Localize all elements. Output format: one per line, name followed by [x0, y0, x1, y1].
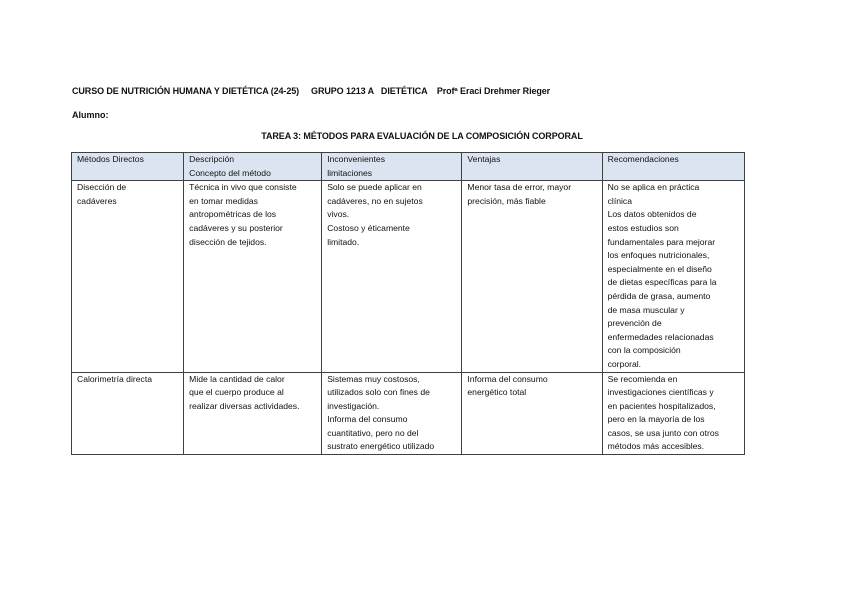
table-cell — [322, 372, 462, 455]
cell-line: Se recomienda en — [607, 373, 678, 384]
cell-line: fundamentales para mejorar — [607, 236, 716, 247]
header-cell-drawbacks — [322, 153, 462, 181]
cell-line: Los datos obtenidos de — [607, 209, 697, 220]
table-cell — [322, 181, 462, 372]
cell-line: Técnica in vivo que consiste — [189, 182, 297, 193]
course-title: CURSO DE NUTRICIÓN HUMANA Y DIETÉTICA (24-25) — [72, 86, 300, 96]
group-label: GRUPO 1213 A — [311, 86, 374, 96]
header-cell-recommendations — [602, 153, 744, 181]
cell-line: Solo se puede aplicar en — [327, 182, 422, 193]
cell-line: limitado. — [327, 236, 360, 247]
cell-line: casos, se usa junto con otros — [607, 427, 719, 438]
cell-line: utilizados solo con fines de — [327, 387, 430, 398]
cell-line: Costoso y éticamente — [327, 222, 410, 233]
cell-line: pero en la mayoría de los — [607, 414, 705, 425]
header-text: Descripción — [189, 154, 235, 164]
cell-line: con la composición — [607, 345, 681, 356]
header-text: Ventajas — [467, 154, 501, 164]
header-cell-advantages — [462, 153, 602, 181]
table-cell — [72, 372, 184, 455]
table-cell — [184, 372, 322, 455]
cell-line: cadáveres y su posterior — [189, 222, 283, 233]
cell-line: enfermedades relacionadas — [607, 331, 714, 342]
cell-line: No se aplica en práctica — [607, 182, 700, 193]
subject-label: DIETÉTICA — [380, 86, 428, 96]
cell-line: cadáveres — [77, 195, 117, 206]
cell-line: Mide la cantidad de calor — [189, 373, 285, 384]
header-cell-methods — [72, 153, 184, 181]
cell-line: de masa muscular y — [607, 304, 685, 315]
table-row — [72, 181, 745, 372]
table-cell — [602, 181, 744, 372]
table-cell — [184, 181, 322, 372]
cell-line: especialmente en el diseño — [607, 263, 712, 274]
header-text: limitaciones — [327, 167, 373, 178]
cell-line: de dietas específicas para la — [607, 277, 717, 288]
document-header — [72, 86, 550, 96]
cell-line: realizar diversas actividades. — [189, 400, 300, 411]
task-title: TAREA 3: MÉTODOS PARA EVALUACIÓN DE LA COMPOSICIÓN CORPORAL — [261, 131, 583, 141]
cell-line: en tomar medidas — [189, 195, 258, 206]
table-cell — [462, 372, 602, 455]
table-cell — [462, 181, 602, 372]
header-text: Inconvenientes — [327, 154, 386, 164]
cell-line: precisión, más fiable — [467, 195, 546, 206]
cell-line: antropométricas de los — [189, 209, 277, 220]
cell-line: que el cuerpo produce al — [189, 387, 284, 398]
cell-line: pérdida de grasa, aumento — [607, 290, 711, 301]
header-cell-description — [184, 153, 322, 181]
cell-line: Informa del consumo — [327, 414, 408, 425]
cell-line: Disección de — [77, 182, 127, 193]
cell-line: estos estudios son — [607, 222, 679, 233]
cell-line: Menor tasa de error, mayor — [467, 182, 572, 193]
methods-table — [71, 152, 745, 455]
cell-line: corporal. — [607, 358, 642, 369]
header-text: Concepto del método — [189, 167, 271, 178]
cell-line: sustrato energético utilizado — [327, 441, 435, 452]
teacher-name: Profª Eraci Drehmer Rieger — [436, 86, 551, 96]
cell-line: métodos más accesibles. — [607, 441, 705, 452]
cell-line: Informa del consumo — [467, 373, 548, 384]
cell-line: disección de tejidos. — [189, 236, 267, 247]
cell-line: cuantitativo, pero no del — [327, 427, 419, 438]
cell-line: investigaciones científicas y — [607, 387, 714, 398]
header-text: Métodos Directos — [77, 154, 144, 164]
header-text: Recomendaciones — [607, 154, 679, 164]
cell-line: prevención de — [607, 318, 662, 329]
table-cell — [72, 181, 184, 372]
cell-line: en pacientes hospitalizados, — [607, 400, 716, 411]
cell-line: vivos. — [327, 209, 350, 220]
cell-line: los enfoques nutricionales, — [607, 250, 710, 261]
student-label: Alumno: — [72, 110, 109, 120]
cell-line: clínica — [607, 195, 632, 206]
cell-line: energético total — [467, 387, 527, 398]
cell-line: Calorimetría directa — [77, 373, 152, 384]
cell-line: investigación. — [327, 400, 380, 411]
table-cell — [602, 372, 744, 455]
table-row — [72, 372, 745, 455]
cell-line: Sistemas muy costosos, — [327, 373, 420, 384]
table-header-row — [72, 153, 745, 181]
cell-line: cadáveres, no en sujetos — [327, 195, 423, 206]
